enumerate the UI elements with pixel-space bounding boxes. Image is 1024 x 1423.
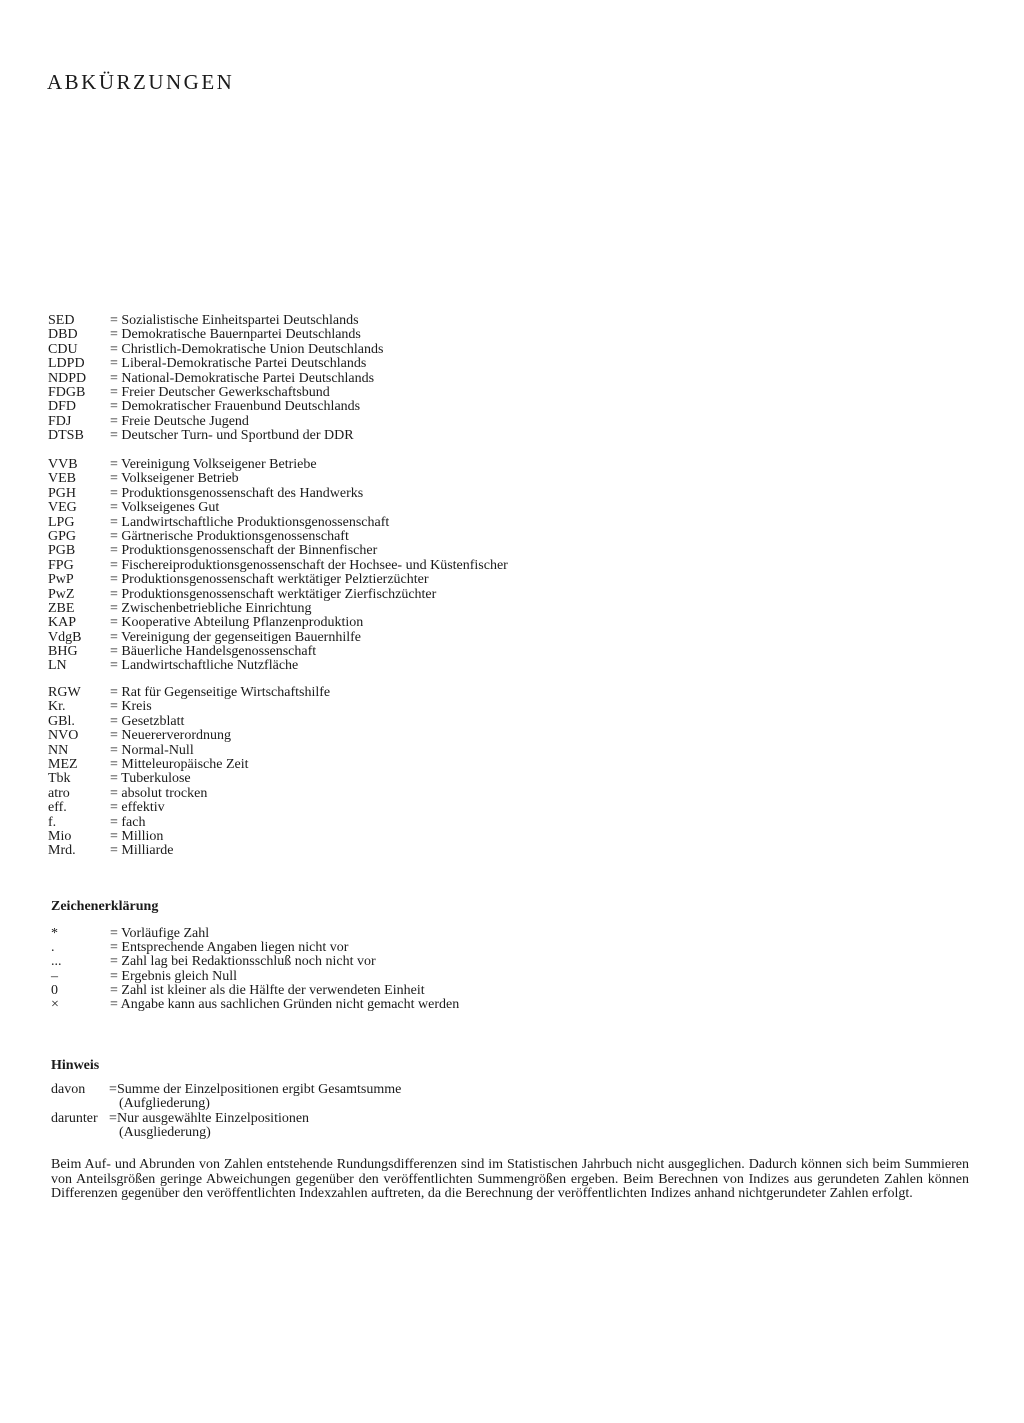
abbreviation-definition: = absolut trocken bbox=[110, 785, 208, 801]
symbol-definition: = Angabe kann aus sachlichen Gründen nicht gemacht werden bbox=[110, 996, 460, 1012]
symbols-heading: Zeichenerklärung bbox=[51, 899, 159, 914]
abbreviation: PwZ bbox=[48, 586, 75, 602]
abbreviation: Kr. bbox=[48, 699, 66, 715]
abbreviation: Mrd. bbox=[48, 843, 76, 859]
abbreviation-row bbox=[48, 487, 508, 501]
abbreviation-row bbox=[48, 744, 330, 758]
abbreviation-row bbox=[48, 844, 330, 858]
abbreviation-row bbox=[48, 516, 508, 530]
abbreviation-definition: = Tuberkulose bbox=[110, 771, 191, 787]
symbol: * bbox=[51, 926, 58, 941]
abbreviation-definition: = Volkseigener Betrieb bbox=[110, 471, 239, 487]
abbreviation-row bbox=[48, 616, 508, 630]
abbreviation-row bbox=[48, 588, 508, 602]
abbreviation-definition: = effektiv bbox=[110, 800, 165, 816]
note-equals: = bbox=[109, 1110, 117, 1126]
abbreviation-definition: = Demokratischer Frauenbund Deutschlands bbox=[110, 399, 361, 415]
abbreviation-row bbox=[48, 659, 508, 673]
abbreviation: Tbk bbox=[48, 771, 71, 787]
abbreviation: ZBE bbox=[48, 600, 75, 616]
symbol-row bbox=[51, 941, 459, 955]
abbreviation-row bbox=[48, 758, 330, 772]
rounding-note-paragraph: Beim Auf- und Abrunden von Zahlen entstehende Rundungsdifferenzen sind im Statistischen Jahrbuch nicht ausgeglichen. Dadurch können sich beim Summieren von Anteilsgrößen geringe Abweichungen gegenüber den veröffentlichten Summengrößen ergeben. Beim Berechnen von Indizes aus gerundeten Zahlen können Differenzen gegenüber den veröffentlichten Indexzahlen auftreten, da die Berechnung der veröffentlichten Indizes anhand nichtgerundeter Zahlen erfolgt. bbox=[51, 1157, 969, 1202]
note-term: davon bbox=[51, 1082, 86, 1097]
abbreviation-definition: = Volkseigenes Gut bbox=[110, 500, 220, 516]
abbreviation: DBD bbox=[48, 327, 78, 343]
abbreviation-definition: = Million bbox=[110, 828, 164, 844]
abbreviation-definition: = Milliarde bbox=[110, 843, 174, 859]
abbreviation: DTSB bbox=[48, 428, 84, 444]
abbreviation: BHG bbox=[48, 644, 78, 660]
abbreviation: VVB bbox=[48, 457, 78, 472]
abbreviation-row bbox=[48, 501, 508, 515]
abbreviation-definition: = Liberal-Demokratische Partei Deutschlands bbox=[110, 356, 367, 372]
abbreviation-definition: = Neuererverordnung bbox=[110, 728, 232, 744]
symbol-definition: = Ergebnis gleich Null bbox=[110, 968, 238, 984]
note-explanation bbox=[117, 1083, 401, 1112]
abbreviation-row bbox=[48, 415, 383, 429]
abbreviation-definition: = Produktionsgenossenschaft des Handwerks bbox=[110, 485, 364, 501]
abbreviation: NN bbox=[48, 742, 69, 758]
abbreviation-row bbox=[48, 715, 330, 729]
abbreviation: PGB bbox=[48, 543, 76, 559]
abbreviation-definition: = Rat für Gegenseitige Wirtschaftshilfe bbox=[110, 685, 331, 700]
abbreviation: atro bbox=[48, 785, 70, 801]
abbreviation: LPG bbox=[48, 514, 75, 530]
abbreviation: VEB bbox=[48, 471, 76, 487]
abbreviation-definition: = Vereinigung Volkseigener Betriebe bbox=[110, 457, 317, 472]
symbol-definition: = Entsprechende Angaben liegen nicht vor bbox=[110, 940, 349, 956]
abbreviation: VEG bbox=[48, 500, 77, 516]
abbreviation-row bbox=[48, 645, 508, 659]
abbreviation-row bbox=[48, 328, 383, 342]
abbreviation: GPG bbox=[48, 528, 77, 544]
abbreviation-row bbox=[48, 686, 330, 700]
abbreviation-definition: = Kooperative Abteilung Pflanzenproduktion bbox=[110, 615, 364, 631]
abbreviation-group-economy bbox=[48, 458, 508, 674]
abbreviation-group-parties bbox=[48, 314, 383, 444]
note-term: darunter bbox=[51, 1110, 98, 1126]
abbreviation: NDPD bbox=[48, 370, 87, 386]
abbreviation: LN bbox=[48, 658, 67, 674]
symbols-list bbox=[51, 927, 459, 1012]
abbreviation: Mio bbox=[48, 828, 72, 844]
note-row bbox=[51, 1083, 401, 1112]
abbreviation-row bbox=[48, 801, 330, 815]
note-explanation-subline: (Ausgliederung) bbox=[119, 1125, 211, 1141]
abbreviation-definition: = Demokratische Bauernpartei Deutschlands bbox=[110, 327, 361, 343]
symbol: . bbox=[51, 940, 55, 956]
abbreviation-definition: = Kreis bbox=[110, 699, 152, 715]
abbreviation-definition: = Christlich-Demokratische Union Deutschlands bbox=[110, 341, 384, 357]
abbreviation-definition: = Deutscher Turn- und Sportbund der DDR bbox=[110, 428, 354, 444]
symbol: 0 bbox=[51, 982, 58, 998]
abbreviation-definition: = Zwischenbetriebliche Einrichtung bbox=[110, 600, 312, 616]
abbreviation-definition: = Produktionsgenossenschaft werktätiger Zierfischzüchter bbox=[110, 586, 437, 602]
abbreviation-row bbox=[48, 372, 383, 386]
abbreviation: FDJ bbox=[48, 413, 72, 429]
symbol-definition: = Zahl lag bei Redaktionsschluß noch nicht vor bbox=[110, 954, 376, 970]
abbreviation-row bbox=[48, 343, 383, 357]
abbreviation-definition: = Mitteleuropäische Zeit bbox=[110, 756, 249, 772]
abbreviation-row bbox=[48, 787, 330, 801]
abbreviation: GBl. bbox=[48, 713, 75, 729]
abbreviation-row bbox=[48, 544, 508, 558]
abbreviation-row bbox=[48, 472, 508, 486]
abbreviation-definition: = Gesetzblatt bbox=[110, 713, 185, 729]
symbol-definition: = Vorläufige Zahl bbox=[110, 926, 210, 941]
symbol-row bbox=[51, 955, 459, 969]
abbreviation: PGH bbox=[48, 485, 77, 501]
abbreviation-row bbox=[48, 400, 383, 414]
note-explanation-line: Nur ausgewählte Einzelpositionen bbox=[117, 1110, 310, 1126]
abbreviation: KAP bbox=[48, 615, 77, 631]
abbreviation-definition: = Landwirtschaftliche Nutzfläche bbox=[110, 658, 299, 674]
page-title: ABKÜRZUNGEN bbox=[47, 70, 235, 94]
abbreviation: f. bbox=[48, 814, 57, 830]
abbreviation: FPG bbox=[48, 557, 74, 573]
symbol-row bbox=[51, 970, 459, 984]
note-explanation-subline: (Aufgliederung) bbox=[119, 1096, 210, 1112]
abbreviation-definition: = Freie Deutsche Jugend bbox=[110, 413, 249, 429]
abbreviation: SED bbox=[48, 313, 75, 328]
symbol-definition: = Zahl ist kleiner als die Hälfte der verwendeten Einheit bbox=[110, 982, 425, 998]
abbreviation: VdgB bbox=[48, 629, 82, 645]
abbreviation-definition: = Freier Deutscher Gewerkschaftsbund bbox=[110, 384, 330, 400]
abbreviation: LDPD bbox=[48, 356, 85, 372]
abbreviation-definition: = Gärtnerische Produktionsgenossenschaft bbox=[110, 528, 349, 544]
note-heading: Hinweis bbox=[51, 1058, 100, 1073]
abbreviation-definition: = Normal-Null bbox=[110, 742, 194, 758]
abbreviation-row bbox=[48, 357, 383, 371]
abbreviation: eff. bbox=[48, 800, 67, 816]
abbreviation: RGW bbox=[48, 685, 81, 700]
symbol: – bbox=[51, 968, 58, 984]
abbreviation-row bbox=[48, 772, 330, 786]
abbreviation-group-general bbox=[48, 686, 330, 859]
symbol: ... bbox=[51, 954, 62, 970]
abbreviation: FDGB bbox=[48, 384, 86, 400]
abbreviation-definition: = Bäuerliche Handelsgenossenschaft bbox=[110, 644, 317, 660]
abbreviation: DFD bbox=[48, 399, 77, 415]
abbreviation-row bbox=[48, 816, 330, 830]
note-list bbox=[51, 1083, 401, 1141]
abbreviation-row bbox=[48, 429, 383, 443]
abbreviation-definition: = Produktionsgenossenschaft werktätiger Pelztierzüchter bbox=[110, 572, 429, 588]
note-row bbox=[51, 1112, 401, 1141]
abbreviation-definition: = Produktionsgenossenschaft der Binnenfischer bbox=[110, 543, 378, 559]
abbreviation-row bbox=[48, 573, 508, 587]
note-explanation-line: Summe der Einzelpositionen ergibt Gesamtsumme bbox=[117, 1082, 402, 1097]
abbreviation-row bbox=[48, 631, 508, 645]
symbol-row bbox=[51, 927, 459, 941]
abbreviation: MEZ bbox=[48, 756, 78, 772]
abbreviation-row bbox=[48, 386, 383, 400]
abbreviation: NVO bbox=[48, 728, 79, 744]
abbreviation: PwP bbox=[48, 572, 74, 588]
abbreviation-row bbox=[48, 602, 508, 616]
abbreviation-definition: = Sozialistische Einheitspartei Deutschlands bbox=[110, 313, 359, 328]
abbreviation-row bbox=[48, 830, 330, 844]
abbreviation-row bbox=[48, 530, 508, 544]
note-equals: = bbox=[109, 1082, 117, 1097]
symbol: × bbox=[51, 996, 59, 1012]
abbreviation-definition: = Vereinigung der gegenseitigen Bauernhilfe bbox=[110, 629, 362, 645]
abbreviation-definition: = Fischereiproduktionsgenossenschaft der Hochsee- und Küstenfischer bbox=[110, 557, 508, 573]
symbol-row bbox=[51, 998, 459, 1012]
abbreviation: CDU bbox=[48, 341, 78, 357]
abbreviation-row bbox=[48, 729, 330, 743]
note-explanation bbox=[117, 1112, 309, 1141]
abbreviation-row bbox=[48, 458, 508, 472]
abbreviation-definition: = Landwirtschaftliche Produktionsgenossenschaft bbox=[110, 514, 390, 530]
symbol-row bbox=[51, 984, 459, 998]
abbreviation-row bbox=[48, 314, 383, 328]
abbreviation-row bbox=[48, 700, 330, 714]
abbreviation-definition: = National-Demokratische Partei Deutschlands bbox=[110, 370, 375, 386]
abbreviation-definition: = fach bbox=[110, 814, 146, 830]
abbreviation-row bbox=[48, 559, 508, 573]
